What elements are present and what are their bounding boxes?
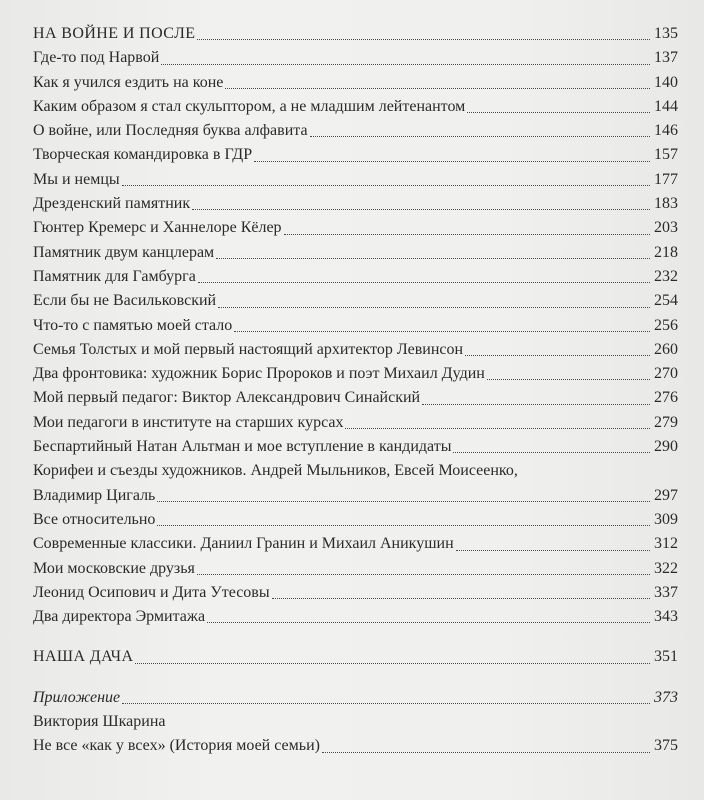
page-number: 218 — [654, 243, 678, 261]
page-number: 276 — [654, 389, 678, 407]
toc-section-heading — [33, 645, 678, 669]
page-number: 144 — [654, 97, 678, 115]
dot-leader — [218, 307, 650, 308]
page-number: 140 — [654, 73, 678, 91]
page-number: 322 — [654, 559, 678, 577]
entry-title: Беспартийный Натан Альтман и мое вступление в кандидаты — [33, 438, 452, 456]
dot-leader — [284, 234, 650, 235]
toc-entry — [33, 168, 678, 192]
page-number: 254 — [654, 292, 678, 310]
page-number: 232 — [654, 267, 678, 285]
entry-title: Где-то под Нарвой — [33, 49, 160, 67]
toc-entry — [33, 338, 678, 362]
entry-title: Два фронтовика: художник Борис Пророков и поэт Михаил Дудин — [33, 365, 485, 383]
toc-entry — [33, 435, 678, 459]
page-number: 351 — [654, 648, 678, 666]
dot-leader — [453, 452, 650, 453]
page-number: 203 — [654, 219, 678, 237]
dot-leader — [310, 136, 650, 137]
dot-leader — [234, 331, 650, 332]
dot-leader — [122, 703, 650, 704]
entry-title: Мы и немцы — [33, 170, 120, 188]
dot-leader — [272, 598, 650, 599]
dot-leader — [216, 258, 650, 259]
toc-entry — [33, 605, 678, 629]
dot-leader — [161, 64, 650, 65]
entry-title: Два директора Эрмитажа — [33, 608, 206, 626]
appendix-author: Виктория Шкарина — [33, 713, 166, 731]
entry-title: Современные классики. Даниил Гранин и Михаил Аникушин — [33, 535, 454, 553]
toc-section-heading — [33, 22, 678, 46]
page-number: 183 — [654, 195, 678, 213]
page-number: 290 — [654, 438, 678, 456]
dot-leader — [465, 355, 650, 356]
entry-title: Каким образом я стал скульптором, а не младшим лейтенантом — [33, 97, 466, 115]
dot-leader — [225, 88, 650, 89]
toc-entry — [33, 216, 678, 240]
page-number: 312 — [654, 535, 678, 553]
toc-entry — [33, 734, 678, 758]
table-of-contents — [33, 22, 678, 759]
toc-entry — [33, 532, 678, 556]
entry-title: Семья Толстых и мой первый настоящий архитектор Левинсон — [33, 340, 464, 358]
toc-entry — [33, 386, 678, 410]
entry-title: Что-то с памятью моей стало — [33, 316, 233, 334]
toc-entry — [33, 362, 678, 386]
dot-leader — [122, 185, 650, 186]
page-number: 146 — [654, 122, 678, 140]
page-number: 157 — [654, 146, 678, 164]
entry-title: Мои педагоги в институте на старших курсах — [33, 413, 344, 431]
page-number: 343 — [654, 608, 678, 626]
dot-leader — [135, 663, 650, 664]
dot-leader — [254, 161, 650, 162]
entry-title-line: Корифеи и съезды художников. Андрей Мыльников, Евсей Моисеенко, — [33, 462, 518, 480]
page-number: 137 — [654, 49, 678, 67]
entry-title-line: Владимир Цигаль — [33, 486, 156, 504]
dot-leader — [197, 39, 650, 40]
toc-entry — [33, 411, 678, 435]
dot-leader — [197, 574, 650, 575]
page-number: 260 — [654, 340, 678, 358]
toc-entry — [33, 46, 678, 70]
toc-entry — [33, 265, 678, 289]
toc-entry — [33, 192, 678, 216]
dot-leader — [345, 428, 650, 429]
page-number: 270 — [654, 365, 678, 383]
entry-title: Как я учился ездить на коне — [33, 73, 224, 91]
dot-leader — [198, 282, 650, 283]
page-number: 309 — [654, 510, 678, 528]
toc-entry — [33, 557, 678, 581]
section-title: НАША ДАЧА — [33, 648, 134, 666]
toc-entry — [33, 119, 678, 143]
entry-title: О войне, или Последняя буква алфавита — [33, 122, 308, 140]
toc-entry-wrapped — [33, 459, 678, 508]
dot-leader — [207, 622, 650, 623]
section-title: НА ВОЙНЕ И ПОСЛЕ — [33, 25, 196, 42]
page-number: 297 — [654, 486, 678, 504]
dot-leader — [422, 404, 650, 405]
dot-leader — [192, 209, 650, 210]
toc-entry — [33, 71, 678, 95]
dot-leader — [157, 501, 650, 502]
page-number: 135 — [654, 25, 678, 42]
entry-title: Мои московские друзья — [33, 559, 195, 577]
entry-title: Мой первый педагог: Виктор Александрович Синайский — [33, 389, 421, 407]
toc-entry — [33, 95, 678, 119]
entry-title: Леонид Осипович и Дита Утесовы — [33, 583, 270, 601]
entry-title: Если бы не Васильковский — [33, 292, 217, 310]
dot-leader — [456, 550, 650, 551]
entry-title: Творческая командировка в ГДР — [33, 146, 253, 164]
dot-leader — [487, 379, 650, 380]
toc-entry — [33, 241, 678, 265]
page-number: 279 — [654, 413, 678, 431]
dot-leader — [322, 752, 650, 753]
toc-entry — [33, 581, 678, 605]
entry-title: Памятник для Гамбурга — [33, 267, 196, 285]
toc-appendix — [33, 686, 678, 710]
dot-leader — [467, 112, 650, 113]
entry-title: Гюнтер Кремерс и Ханнелоре Кёлер — [33, 219, 282, 237]
toc-entry — [33, 289, 678, 313]
toc-entry — [33, 143, 678, 167]
page-number: 373 — [654, 688, 678, 706]
dot-leader — [157, 525, 650, 526]
entry-title: Не все «как у всех» (История моей семьи) — [33, 737, 320, 755]
toc-entry — [33, 508, 678, 532]
page-number: 337 — [654, 583, 678, 601]
appendix-title: Приложение — [33, 688, 121, 706]
page-number: 375 — [654, 737, 678, 755]
entry-title: Памятник двум канцлерам — [33, 243, 215, 261]
entry-title: Дрезденский памятник — [33, 195, 191, 213]
page-number: 177 — [654, 170, 678, 188]
page-number: 256 — [654, 316, 678, 334]
entry-title: Все относительно — [33, 510, 156, 528]
toc-entry — [33, 314, 678, 338]
